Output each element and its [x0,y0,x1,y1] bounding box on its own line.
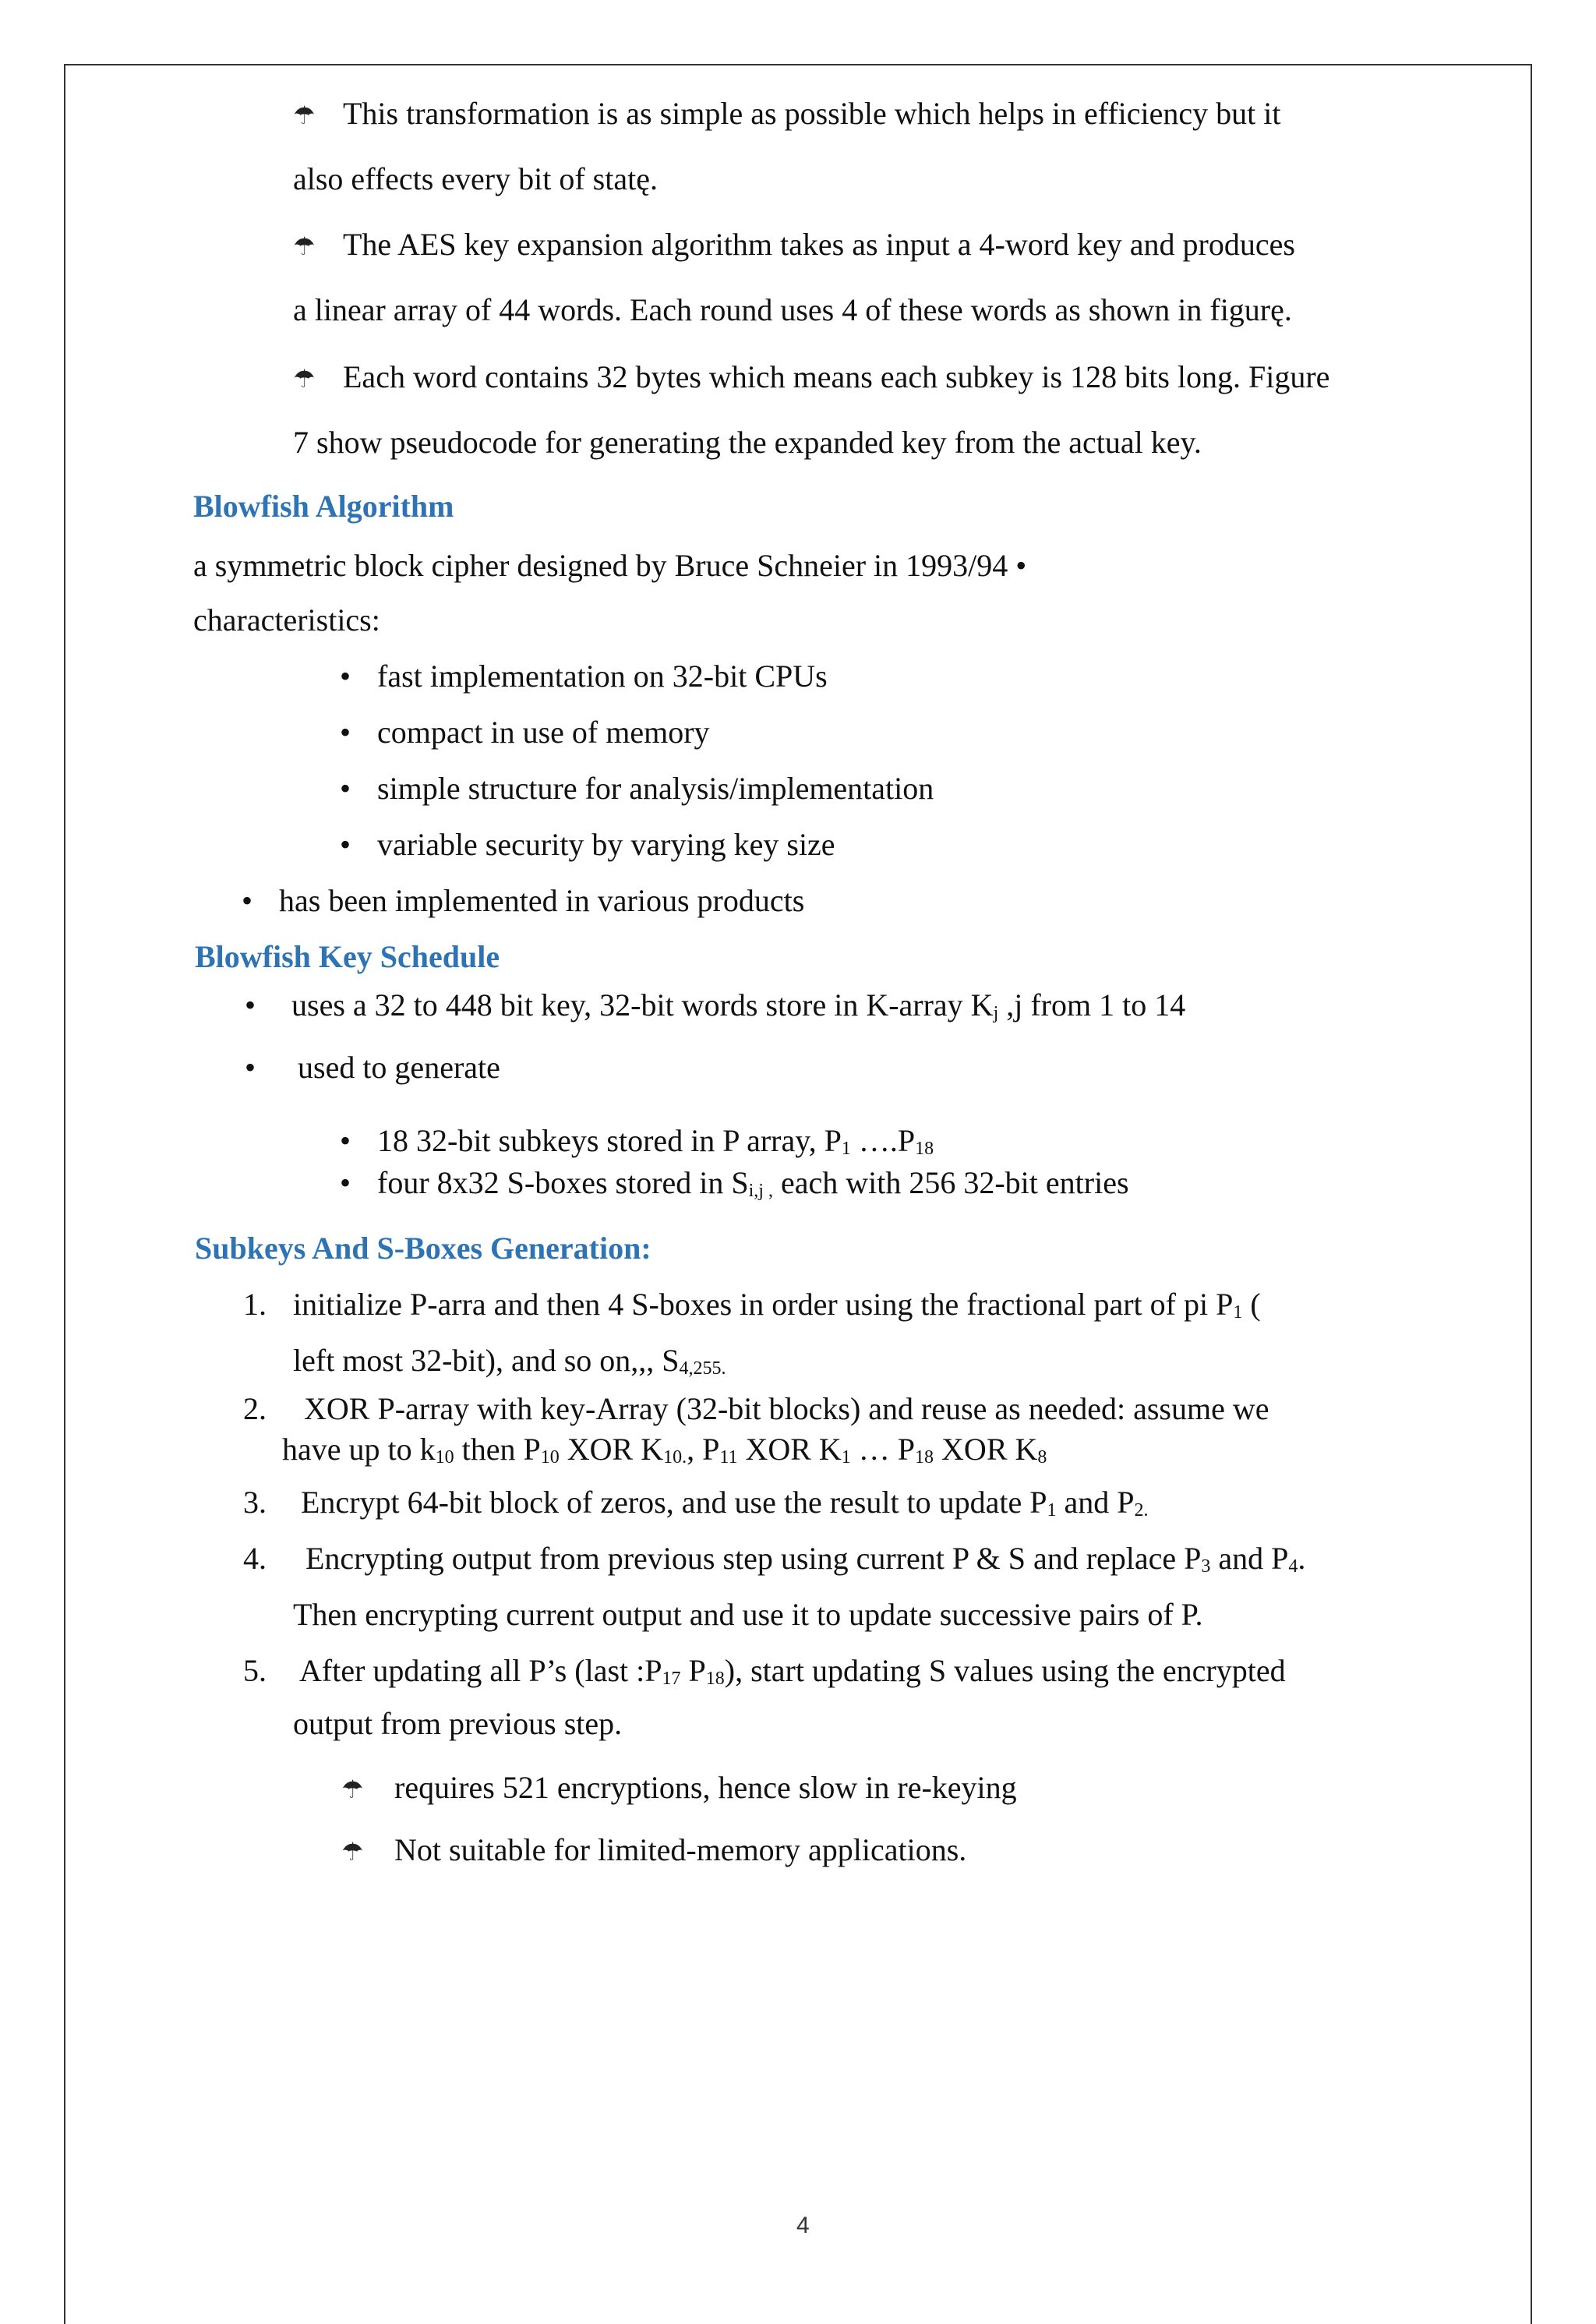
key-schedule-item-1: • uses a 32 to 448 bit key, 32-bit words store in K-array $K_j$ ,j from 1 to 14 [245,987,1186,1023]
aes-bullet-3-cont: 7 show pseudocode for generating the expanded key from the actual key. [293,425,1202,460]
subkeys-heading: Subkeys And S-Boxes Generation: [195,1231,651,1266]
umbrella-icon: ☂ [341,1775,364,1803]
key-schedule-heading: Blowfish Key Schedule [195,939,500,974]
umbrella-icon: ☂ [293,365,316,393]
numbered-item-4: 4. Encrypting output from previous step using current P & S and replace $P_3$ and $P_4$. [243,1541,1306,1577]
bullet-icon: • [340,659,351,694]
numbered-item-5-cont: output from previous step. [293,1706,623,1741]
page-number: 4 [796,2213,810,2238]
key-schedule-sub-2: • four 8x32 S-boxes stored in $S_{i,j ,}$ each with 256 32-bit entries [340,1165,1129,1201]
aes-bullet-1: ☂ This transformation is as simple as possible which helps in efficiency but it [293,95,1281,134]
aes-bullet-3: ☂ Each word contains 32 bytes which means each subkey is 128 bits long. Figure [293,358,1329,397]
numbered-item-1-cont: left most 32-bit), and so on,,, $S_{4,255.}$ [293,1343,726,1379]
bullet-icon: • [340,715,351,750]
subkeys-bullet-2: ☂ Not suitable for limited-memory applications. [341,1831,966,1870]
bullet-icon: • [340,1165,351,1200]
characteristics-label: characteristics: [193,602,380,638]
key-schedule-item-2: • used to generate [245,1050,500,1085]
numbered-item-2: 2. XOR P-array with key-Array (32-bit blocks) and reuse as needed: assume we [243,1391,1269,1426]
numbered-item-2-cont: have up to $k_{10}$ then $P_{10}$ XOR $K_{10.}$, $P_{11}$ XOR $K_1$ … $P_{18}$ XOR $K_8$ [282,1432,1047,1468]
list-item: • simple structure for analysis/implementation [340,771,934,806]
umbrella-icon: ☂ [293,232,316,260]
aes-bullet-2: ☂ The AES key expansion algorithm takes as input a 4-word key and produces [293,226,1295,265]
list-item: • fast implementation on 32-bit CPUs [340,659,828,694]
bullet-icon: • [245,1050,256,1085]
bullet-icon: • [242,883,253,918]
numbered-item-3: 3. Encrypt 64-bit block of zeros, and use the result to update $P_1$ and $P_{2.}$ [243,1485,1149,1520]
list-item: • has been implemented in various products [242,883,805,918]
umbrella-icon: ☂ [341,1838,364,1866]
list-item: • compact in use of memory [340,715,710,750]
aes-bullet-2-cont: a linear array of 44 words. Each round uses 4 of these words as shown in figurę. [293,292,1292,327]
bullet-icon: • [245,987,256,1022]
bullet-icon: • [340,827,351,862]
list-item: • variable security by varying key size [340,827,835,862]
aes-bullet-1-cont: also effects every bit of statę. [293,161,658,196]
bullet-icon: • [340,1123,351,1158]
blowfish-intro: a symmetric block cipher designed by Bruce Schneier in 1993/94 • [193,548,1027,583]
key-schedule-sub-1: • 18 32-bit subkeys stored in P array, $P_1$ $\dots.P_{18}$ [340,1123,934,1159]
bullet-icon: • [340,771,351,806]
numbered-item-5: 5. After updating all P’s (last $:P_{17}$ $P_{18}$), start updating S values using the encrypted [243,1653,1286,1689]
umbrella-icon: ☂ [293,101,316,129]
numbered-item-1: 1. initialize P-arra and then 4 S-boxes in order using the fractional part of pi $P_1$ ( [243,1287,1261,1323]
blowfish-heading: Blowfish Algorithm [193,489,454,524]
numbered-item-4-cont: Then encrypting current output and use it to update successive pairs of P. [293,1597,1203,1632]
subkeys-bullet-1: ☂ requires 521 encryptions, hence slow in re-keying [341,1769,1017,1808]
